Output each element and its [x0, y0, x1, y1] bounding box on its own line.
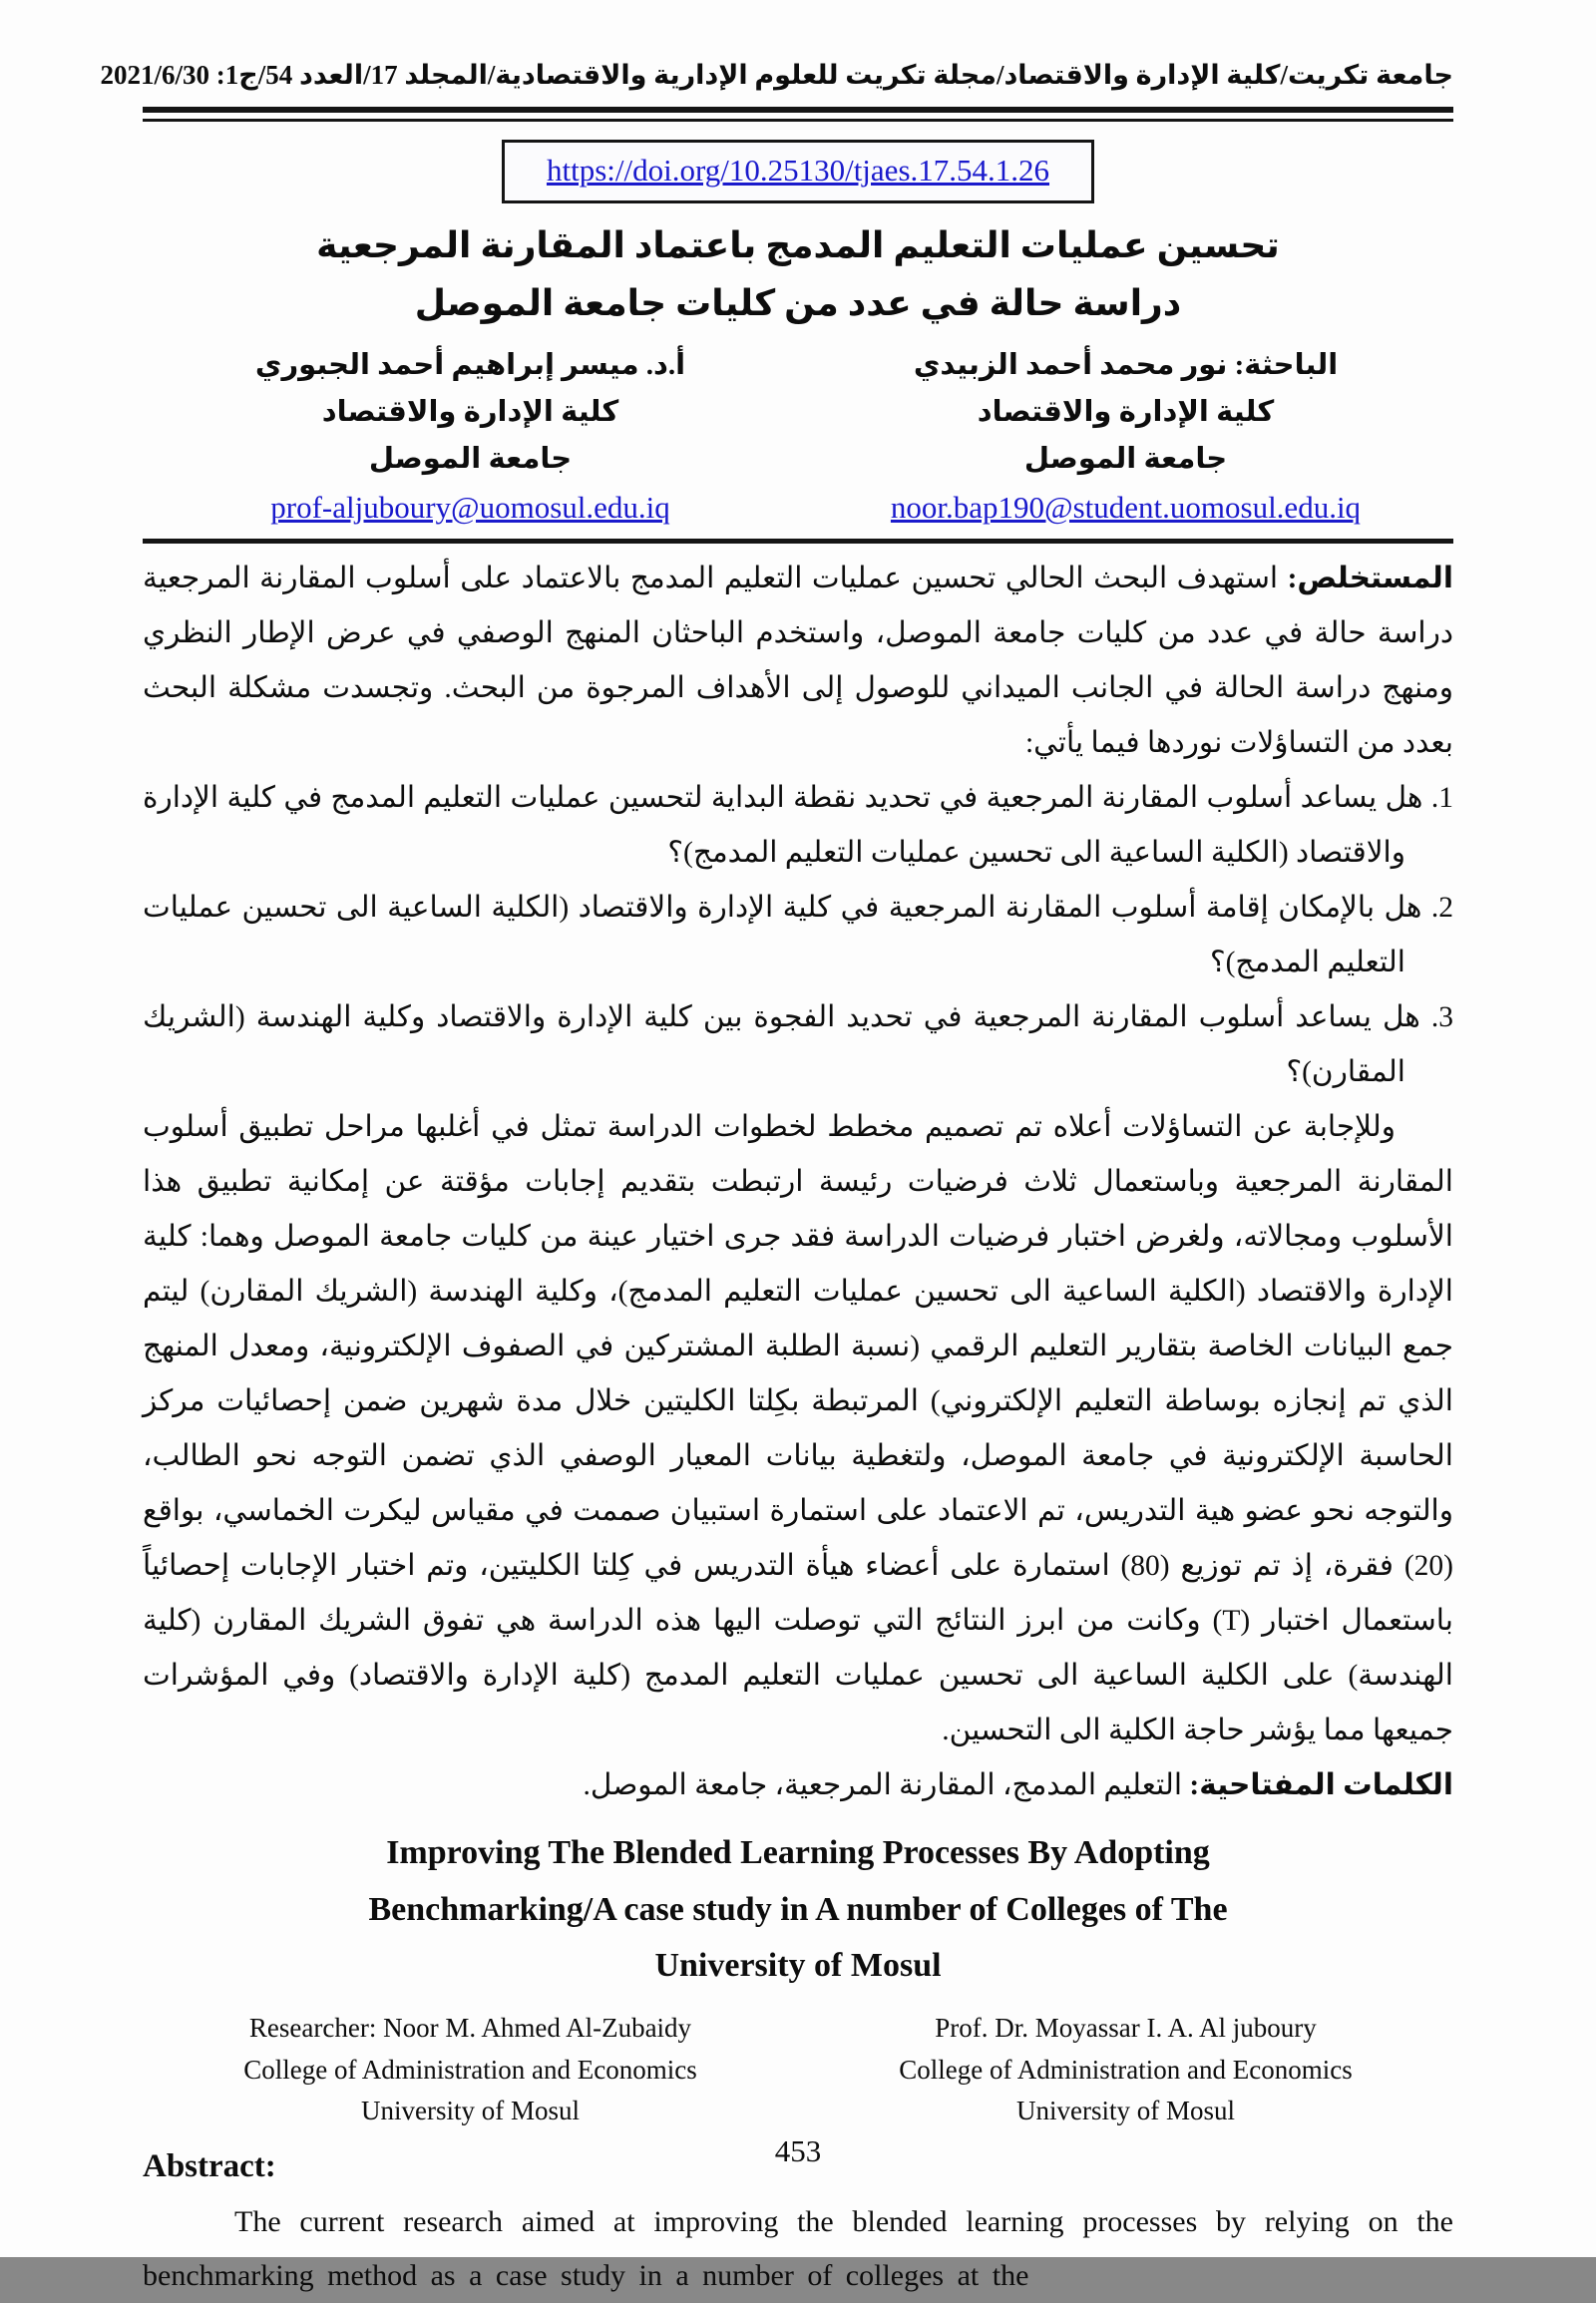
researcher-email-link[interactable]: noor.bap190@student.uomosul.edu.iq: [890, 490, 1362, 526]
english-title-line3: University of Mosul: [654, 1946, 942, 1984]
research-question-1: 1. هل يساعد أسلوب المقارنة المرجعية في تحديد نقطة البداية لتحسين عمليات التعليم المدمج في كلية الإدارة والاقتصاد (الكلية الساعية الى تحسين عمليات التعليم المدمج)؟: [143, 782, 1453, 870]
keywords-label: الكلمات المفتاحية:: [1189, 1769, 1453, 1802]
doi-container: [143, 140, 1453, 203]
arabic-authors: [143, 342, 1453, 533]
researcher-college-ar: كلية الإدارة والاقتصاد: [977, 396, 1275, 429]
english-abstract-text: The current research aimed at improving the blended learning processes by relying on the benchmarking method as a case study in a number of colleges at the: [143, 2205, 1453, 2293]
researcher-name-ar: الباحثة: نور محمد أحمد الزبيدي: [913, 349, 1339, 382]
doi-box: [502, 140, 1094, 203]
researcher-college-en: College of Administration and Economics: [243, 2054, 697, 2085]
english-author-researcher: [143, 2008, 798, 2133]
supervisor-college-en: College of Administration and Economics: [899, 2054, 1353, 2085]
english-title: [143, 1825, 1453, 1993]
research-question-2: 2. هل بالإمكان إقامة أسلوب المقارنة المرجعية في كلية الإدارة والاقتصاد (الكلية الساعية الى تحسين عمليات التعليم المدمج)؟: [143, 892, 1453, 979]
arabic-title-line1: تحسين عمليات التعليم المدمج باعتماد المقارنة المرجعية: [316, 225, 1280, 266]
english-title-line1: Improving The Blended Learning Processes By Adopting: [386, 1834, 1210, 1872]
english-abstract-label: Abstract:: [143, 2148, 276, 2185]
abstract-ar-intro-text: استهدف البحث الحالي تحسين عمليات التعليم المدمج بالاعتماد على أسلوب المقارنة المرجعية دراسة حالة في عدد من كليات جامعة الموصل، واستخدم الباحثان المنهج الوصفي في عرض الإطار النظري ومنهج دراسة الحالة في الجانب الميداني للوصول إلى الأهداف المرجوة من البحث. وتجسدت مشكلة البحث بعدد من التساؤلات نوردها فيما يأتي:: [143, 563, 1453, 760]
journal-header-line: جامعة تكريت/كلية الإدارة والاقتصاد/مجلة تكريت للعلوم الإدارية والاقتصادية/المجلد 17/العدد 54/ج1: 2021/6/30: [100, 60, 1453, 90]
keywords-line: [143, 1758, 1453, 1813]
supervisor-name-en: Prof. Dr. Moyassar I. A. Al juboury: [935, 2012, 1317, 2043]
research-question-3: 3. هل يساعد أسلوب المقارنة المرجعية في تحديد الفجوة بين كلية الإدارة والاقتصاد وكلية الهندسة (الشريك المقارن)؟: [143, 1001, 1453, 1089]
english-authors: [143, 2008, 1453, 2133]
arabic-title: [143, 217, 1453, 332]
researcher-university-ar: جامعة الموصل: [1023, 443, 1228, 476]
doi-link[interactable]: https://doi.org/10.25130/tjaes.17.54.1.26: [546, 153, 1050, 189]
authors-divider: [143, 539, 1453, 544]
supervisor-email-link[interactable]: prof-aljuboury@uomosul.edu.iq: [270, 490, 670, 526]
researcher-name-en: Researcher: Noor M. Ahmed Al-Zubaidy: [248, 2012, 692, 2043]
abstract-ar-body: وللإجابة عن التساؤلات أعلاه تم تصميم مخطط لخطوات الدراسة تمثل في أغلبها مراحل تطبيق أسلوب المقارنة المرجعية وباستعمال ثلاث فرضيات رئيسة ارتبطت بتقديم إجابات مؤقتة عن إمكانية تطبيق هذا الأسلوب ومجالاته، ولغرض اختبار فرضيات الدراسة فقد جرى اختيار عينة من كليات جامعة الموصل وهما: كلية الإدارة والاقتصاد (الكلية الساعية الى تحسين عمليات التعليم المدمج)، وكلية الهندسة (الشريك المقارن) ليتم جمع البيانات الخاصة بتقارير التعليم الرقمي (نسبة الطلبة المشتركين في الصفوف الإلكترونية، ومعدل المنهج الذي تم إنجازه بوساطة التعليم الإلكتروني) المرتبطة بكِلتا الكليتين خلال مدة شهرين ضمن إحصائيات مركز الحاسبة الإلكترونية في جامعة الموصل، ولتغطية بيانات المعيار الوصفي الذي تضمن التوجه نحو الطالب، والتوجه نحو عضو هية التدريس، تم الاعتماد على استمارة استبيان صممت في مقياس ليكرت الخماسي، بواقع (20) فقرة، إذ تم توزيع (80) استمارة على أعضاء هيأة التدريس في كِلتا الكليتين، وتم اختبار الإجابات إحصائياً باستعمال اختبار (T) وكانت من ابرز النتائج التي توصلت اليها هذه الدراسة هي تفوق الشريك المقارن (كلية الهندسة) على الكلية الساعية الى تحسين عمليات التعليم المدمج (كلية الإدارة والاقتصاد) وفي المؤشرات جميعها مما يؤشر حاجة الكلية الى التحسين.: [143, 1111, 1453, 1747]
arabic-title-line2: دراسة حالة في عدد من كليات جامعة الموصل: [414, 282, 1182, 323]
english-title-line2: Benchmarking/A case study in A number of Colleges of The: [368, 1890, 1228, 1928]
arabic-abstract: [143, 552, 1453, 1813]
supervisor-university-ar: جامعة الموصل: [368, 443, 573, 476]
arabic-author-researcher: [798, 342, 1453, 533]
researcher-university-en: University of Mosul: [361, 2096, 580, 2126]
supervisor-university-en: University of Mosul: [1016, 2096, 1235, 2126]
arabic-author-supervisor: [143, 342, 798, 533]
header-divider: [143, 107, 1453, 122]
supervisor-college-ar: كلية الإدارة والاقتصاد: [321, 396, 619, 429]
page-number: 453: [774, 2133, 822, 2168]
abstract-ar-intro: [143, 552, 1453, 771]
english-author-supervisor: [798, 2008, 1453, 2133]
keywords-text: التعليم المدمج، المقارنة المرجعية، جامعة الموصل.: [583, 1769, 1190, 1802]
supervisor-name-ar: أ.د. ميسر إبراهيم أحمد الجبوري: [254, 349, 686, 382]
abstract-ar-label: المستخلص:: [1287, 563, 1453, 595]
